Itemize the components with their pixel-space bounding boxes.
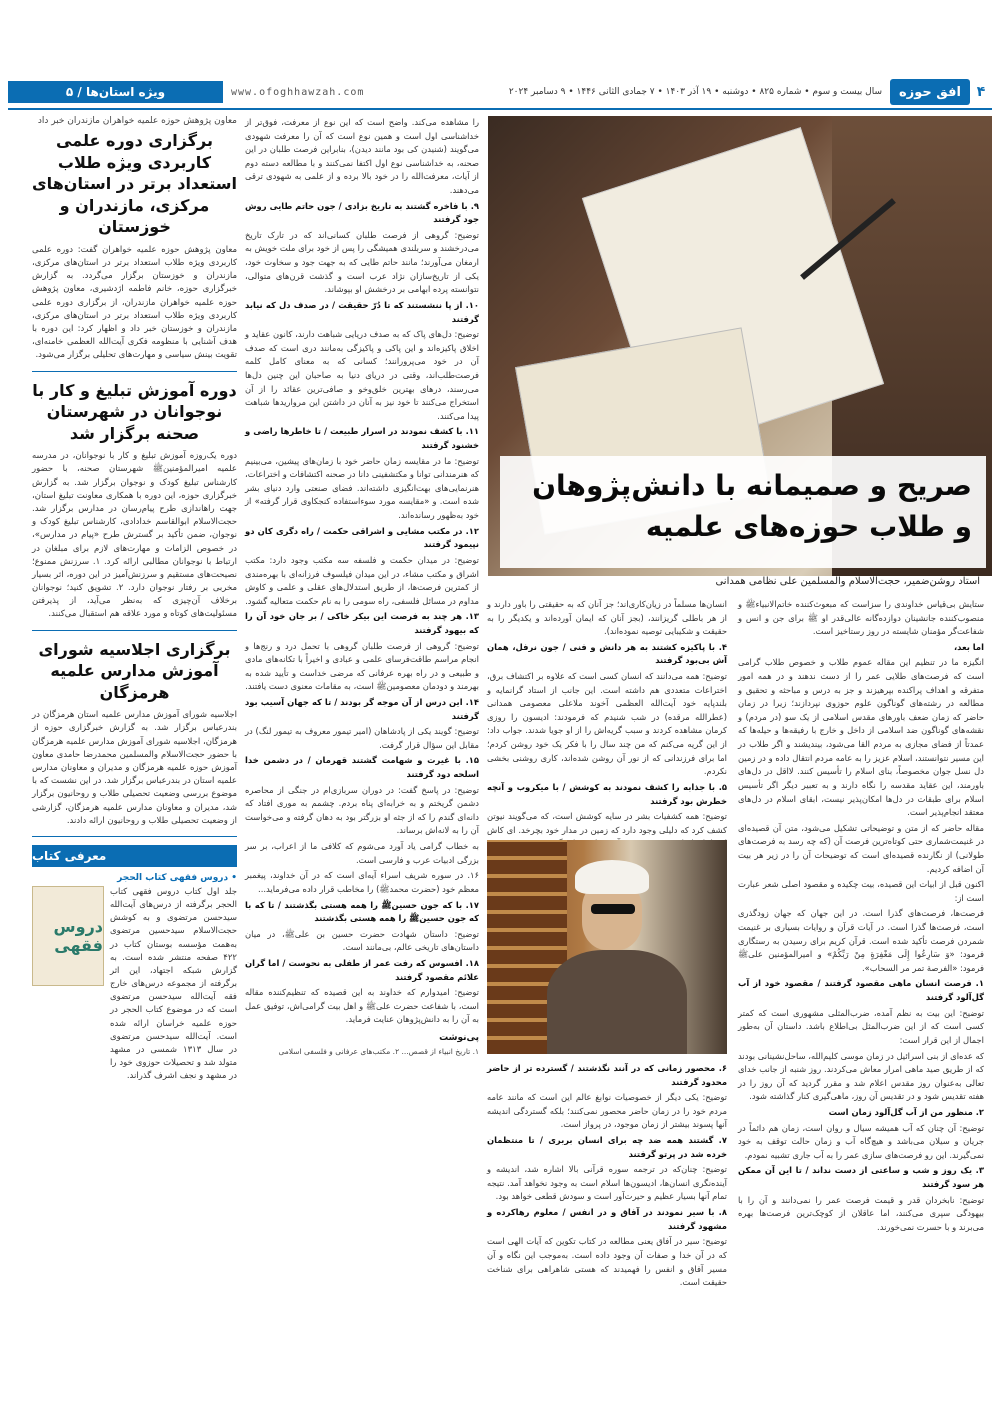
- paragraph: توضیح: همه کشفیات بشر در سایه کوشش است، که می‌گویند نیوتن کشف کرد که دلیلی وجود دارد که زمین در مدار خود بچرخد. ای کاش: [487, 811, 727, 835]
- verse: ۱. فرصت انسان ماهی مقصود گرفتند / مقصود خود از آب گل‌آلود گرفتند: [738, 978, 984, 1003]
- paragraph: ستایش بی‌قیاس خداوندی را سزاست که مبعوث‌کننده خاتم‌الانبیاءﷺ و منصوب‌کننده جانشینان دوازده‌گانه عالی‌قدر او ﷺ برای جن و انس و شفاعت‌گر مؤمنان شایسته در روز رستاخیز است.: [738, 599, 984, 637]
- story-text: معاون پژوهش حوزه علمیه خواهران گفت: دوره علمی کاربردی ویژه طلاب استعداد برتر در استان‌های مرکزی، مازندران و خوزستان برگزار می‌گردد. به گزارش خبرگزاری حوزه، خانم فاطمه اژدشیری، معاون پژوهش حوزه علمیه خواهران مازندران، از برگزاری دوره علمی کاربردی ویژه طلاب استعداد برتر در استان‌های مرکزی، مازندران و خوزستان خبر داد و اظهار کرد: این دوره با هدف آشنایی با منظومه فکری آیت‌الله العظمی خامنه‌ای، تقویت بینش سیاسی و مهارت‌های تحلیلی برگزار می‌شود.: [32, 244, 237, 361]
- verse: ۱۸. افسوس که رفت عمر از طفلی به نحوست / اما گران علائم مقصود گرفتند: [245, 957, 479, 982]
- page-header: [8, 78, 992, 106]
- paragraph: توضیح: گویند یکی از پادشاهان (امیر تیمور معروف به تیمور لنگ) در مقابل این سؤال قرار گرفت.: [245, 726, 479, 750]
- story-kicker: معاون پژوهش حوزه علمیه خواهران مازندران خبر داد: [37, 116, 237, 126]
- website-url[interactable]: www.ofoghhawzah.com: [231, 86, 365, 98]
- divider: [32, 836, 237, 837]
- article-column-middle-top: [487, 598, 727, 834]
- news-story: [32, 116, 237, 363]
- paragraph: فرصت‌ها، فرصت‌های گذرا است. در این جهان که جهان زودگذری است، فرصت‌ها گذرا است. در آیات قرآن و روایات بسیاری بر غنیمت شمردن فرصت تأکید شده است. قرآن کریم برای رسیدن به رستگاری فرمود: «وَ سَارِعُوا إِلَى مَغْفِرَةٍ مِنْ رَبِّكُمْ» و امیرالمؤمنین علیﷺ فرمود: «الفرصة تمر مر السحاب».: [738, 908, 984, 973]
- book-title[interactable]: • دروس فقهی کتاب الحجر: [117, 872, 237, 883]
- verse: ۱۳. هر چند به فرصت این بیکر خاکی / بر جان خود آن را که بیهود گرفتند: [245, 611, 479, 635]
- portrait-turban: [575, 860, 649, 894]
- header-divider: [8, 108, 992, 110]
- newspaper-logo: افق حوزه: [890, 79, 970, 105]
- verse: ۲. منظور من از آب گل‌آلود زمان است: [828, 1106, 984, 1117]
- verse: ۹. با فاخره گشتند به تاریخ بزادی / جون حاتم طایی روش جود گرفتند: [245, 200, 479, 225]
- paragraph: مقاله حاضر که از متن و توضیحاتی تشکیل می‌شود، متن آن قصیده‌ای در غنیمت‌شماری حتی کوتاه‌ترین فرصت آن (که چه رسد به فرصت‌های طولانی) از نگارنده قصیده‌ای است که توضیحات آن را در زیر هر بیت آن اضافه کردیم.: [738, 822, 984, 874]
- news-story: [32, 380, 237, 622]
- paragraph: توضیح: داستان شهادت حضرت حسین بن علیﷺ، در میان داستان‌های تاریخی عالم، بی‌مانند است.: [245, 928, 479, 953]
- headline-box: [500, 456, 986, 568]
- paragraph: ۱۶. در سوره شریف اسراء آیه‌ای است که در آن خداوند، پیغمبر معظم خود (حضرت محمدﷺ) را مخاطب قرار داده می‌فرماید...: [245, 870, 479, 894]
- paragraph: توضیح: این بیت به نظم آمده، ضرب‌المثلی مشهوری است که کمتر کسی است که از این ضرب‌المثل بی‌اطلاع باشد. داستان آن به‌طور اجمال از این قرار است:: [738, 1007, 984, 1045]
- paragraph: اما بعد،: [953, 641, 984, 652]
- portrait-glasses: [591, 904, 635, 914]
- article-column-right: [738, 598, 984, 1398]
- paragraph: به خطاب گرامی یاد آورد می‌شوم که کلافی ما از اعراب، بر سر بزرگی ادبیات عرب و فارسی است.: [245, 841, 479, 865]
- article-column-left: [245, 116, 479, 1416]
- verse: ۱۵. با غیرت و شهامت گشتند قهرمان / در دشمن خدا اسلحه دود گرفتند: [245, 755, 479, 780]
- paragraph: توضیح: یکی دیگر از خصوصیات نوابغ عالم این است که مانند عامه مردم خود را در زمان حاضر محصور نمی‌کنند؛ بلکه گستردگی اندیشه آنها پسوند بیشتر از زمان موجود، در پرواز است.: [487, 1092, 727, 1130]
- story-text: دوره یک‌روزه آموزش تبلیغ و کار با نوجوانان، در مدرسه علمیه امیرالمؤمنینﷺ شهرستان صحنه، با حضور کارشناس تبلیغ کودک و نوجوان برگزار شد. به گزارش خبرگزاری حوزه، این دوره با همکاری معاونت تبلیغ استان، جهت راهاندازی طرح پیام‌رسان در مدارس برگزار شد. حجت‌الاسلام ابوالقاسم خدادادی، کارشناس تبلیغ کودک و نوجوان، ضمن تأکید بر گسترش طرح «پیام در مدارس»، در خصوص الزامات و مهارت‌های لازم برای مبلغان در ارتباط با نوجوانان مطالبی ارائه کرد. ۱. سرزنش ممنوع؛ نصیحت‌های مستقیم و سرزنش‌آمیز در این دوره، اثر بسیار مخربی بر رفتار نوجوان دارد. ۲. تشویق کنید؛ نوجوانان برخلاف آن‌چیزی که به‌نظر می‌آید، از پذیرفتن مسئولیت‌های کوتاه و مورد علاقه هم استقبال می‌کنند.: [32, 451, 238, 620]
- portrait-robe: [547, 950, 687, 1054]
- paragraph: که عده‌ای از بنی اسرائیل در زمان موسی کلیم‌الله، ساحل‌نشینانی بودند که از طریق صید ماهی امرار معاش می‌کردند. روز شنبه از جانب خدای تعالی به‌عنوان روز مقدس اعلام شد و مقرر گردید که آن روز را در هفته تقدیس شود و در تقدیس آن روز، ماهی‌گیری کنار گذاشته شود.: [738, 1050, 984, 1102]
- verse: ۱۷. با که جون حسینﷺ را همه هستی بگذشتند / تا که با که جون حسینﷺ را همه هستی بگذشتند: [245, 899, 479, 924]
- divider: [32, 630, 237, 631]
- verse: ۸. با سیر نمودند در آفاق و در انفس / معلوم رهاکرده و مشهود گرفتند: [487, 1207, 727, 1231]
- footnotes-title: پی‌نوشت: [439, 1033, 479, 1043]
- story-title[interactable]: دوره آموزش تبلیغ و کار با نوجوانان در شهرستان صحنه برگزار شد: [32, 380, 237, 443]
- verse: ۱۲. در مکتب مشایی و اشراقی حکمت / راه دگری کان دو نپیمود گرفتند: [245, 525, 479, 550]
- paragraph: توضیح: همه می‌دانند که انسان کسی است که علاوه بر اکتشاف برق، اختراعات متعددی هم داشته است. این جانب از استاد گرانمایه و بلندپایه خود آیت‌الله العظمی آخوند ملاعلی معصومی همدانی (عطرالله مرقده) در شب شنیدم که فرمودند: ادیسون را روزی کرمان مشاهده کردند و سبب گریه‌اش را از او جویا شدند. جواب داد: از این گریه می‌کنم که من چند سال را با فکر یک خود روشن کردم؛ اما برای فرزندانی که از نور آن روشن شده‌اند، کاری روشنی بخشی نکردم.: [487, 671, 727, 777]
- divider: [32, 371, 237, 372]
- section-label: ویژه استان‌ها / ۵: [8, 81, 223, 103]
- paragraph: اکنون قبل از ابیات این قصیده، بیت چکیده و مقصود اصلی شعر عبارت است از:: [738, 879, 984, 903]
- paragraph: توضیح: گروهی از فرصت طلبان کسانی‌اند که در تارک تاریخ می‌درخشند و سربلندی همیشگی را پس از خود برای ملت خویش به ارمغان می‌آورند؛ مانند حاتم طایی که به جهت جود و سخاوت خود، یکی از تاریخ‌سازان نژاد عرب است و گذشت قرن‌های متوالی، نتوانسته پرده ابهامی بر درخشش او بپوشاند.: [245, 229, 479, 295]
- book-cover-image: دروس فقهی: [32, 886, 104, 986]
- book-intro: [32, 886, 237, 1084]
- paragraph: توضیح: آن چنان که آب همیشه سیال و روان است، زمان هم دائماً در جریان و سیلان می‌باشد و هیچ‌گاه آب و زمان حالت توقف به خود نمی‌گیرند. این رو فرصت‌های سازی عمر را به آب جاری تشبیه نمودم.: [738, 1122, 984, 1160]
- news-sidebar: [32, 116, 237, 1412]
- author-portrait: [487, 840, 727, 1054]
- paragraph: توضیح: چنان‌که در ترجمه سوره قرآنی بالا اشاره شد، اندیشه و آینده‌نگری انسان‌ها، ادیسون‌ها اسلام است به وجود نخواهد آمد. نتیجه تمام آنها بسیار عظیم و حیرت‌آور است و سودش قطعی خواهد بود.: [487, 1164, 727, 1202]
- verse: ۱۱. با کشف نمودند در اسرار طبیعت / تا خاطرها راضی و خشنود گرفتند: [245, 426, 479, 451]
- verse: ۱۴. این درس از آن موجه گر بودند / تا که جهان آسیب بود گرفتند: [245, 696, 479, 721]
- book-section-heading: معرفی کتاب: [32, 845, 237, 867]
- verse: ۱۰. از پا ننشستند که تا دُرّ حقیقت / در صدف دل که نیابد گرفتند: [245, 299, 479, 324]
- paragraph: توضیح: گروهی از فرصت طلبان گروهی با تحمل درد و رنج‌ها و انجام مراسم طاقت‌فرسای علمی و عبادی و اخیراً با تکانه‌های مادی و طبیعی و در راه بهره عرفانی که مرضی خداست و تأیید شده به بهرمند و دودمان معصومینﷺ است، به مقامات معنوی دست یافتند.: [245, 640, 479, 692]
- article-headline: صریح و صمیمانه با دانش‌پژوهان و طلاب حوزه‌های علمیه: [532, 469, 972, 543]
- verse: ۷. گشتند همه ضد چه برای انسان بربری / تا منتظمان خرده شد در پرتو گرفتند: [487, 1135, 727, 1159]
- book-text: جلد اول کتاب دروس فقهی کتاب الحجر برگرفته از درس‌های آیت‌الله سیدحسن مرتضوی و به کوشش حجت‌الاسلام سیدحسین مرتضوی به‌همت مؤسسه بوستان کتاب در ۴۲۲ صفحه منتشر شده است. به گزارش شبکه اجتهاد، این اثر برگرفته از مجموعه درس‌های خارج فقه آیت‌الله سیدحسن مرتضوی است که در موضوع کتاب الحجر در حوزه علمیه خراسان ارائه شده است. آیت‌الله سیدحسن مرتضوی در سال ۱۳۱۳ شمسی در مشهد متولد شد و تحصیلات حوزوی خود را در مشهد و نجف اشرف گذراند.: [110, 886, 237, 1082]
- paragraph: توضیح: در پاسخ گفت: در دوران سربازی‌ام در جنگی از محاصره دشمن گریختم و به خرابه‌ای پناه بردم. چشمم به موری افتاد که دانه‌ای گندم را که از جثه او بزرگتر بود به دهان گرفته و می‌خواست آن را به لانه‌اش برساند.: [245, 784, 479, 836]
- footnotes: ۱. تاریخ انبیاء از قصص... ۲. مکتب‌های عرفانی و فلسفی اسلامی: [278, 1046, 479, 1056]
- paragraph: انگیزه ما در تنظیم این مقاله عموم طلاب و خصوص طلاب گرامی است که فرصت‌های طلایی عمر را از دست ندهند و در همه امور متفرقه و اهداف پراکنده بپرهیزند و جز به درس و مباحثه و تحقیق و مطالعه در رشته‌های گوناگون علوم حوزوی نپردازند؛ زیرا در زمان حاضر که زمان ضعف باورهای مقدس اسلامی از یک سو (در مردم) و نقشه‌های گوناگون ضد اسلامی از داخل و خارج با رفیقه‌ها و حیله‌ها که عمدتاً از فضای مجازی به مردم القا می‌شود، بیندیشند و اگر طلاب در این مسیر نتوانستند، اسلام عزیز را به عامه مردم انتقال داده و در زمین دل نسل جوان مخصوصاً، بنای اسلام را تأسیس کنند. لااقل در دل‌های باورمند، این عقاید مقدسه را نگاه دارند و به تعبیر دیگر اگر تأسیس اسلام برای طبقات در دل‌ها امکان‌پذیر نیست، ابقای اسلام در دل‌های معتقد انجام‌پذیر است.: [738, 657, 984, 818]
- paragraph: توضیح: نابخردان قدر و قیمت فرصت عمر را نمی‌دانند و آن را با بیهودگی سپری می‌کنند، اما عاقلان از کوچک‌ترین فرصت‌ها بهره می‌برند و با حسرت نمی‌خورند.: [738, 1194, 984, 1232]
- page-number: ۴: [976, 84, 986, 100]
- issue-info: سال بیست و سوم • شماره ۸۲۵ • دوشنبه • ۱۹ آذر ۱۴۰۳ • ۷ جمادی الثانی ۱۴۴۶ • ۹ دسامبر ۲۰۲۴: [508, 87, 882, 97]
- news-story: [32, 639, 237, 828]
- paragraph: توضیح: در میدان حکمت و فلسفه سه مکتب وجود دارد: مکتب اشراق و مکتب مشاء، در این میدان فیلسوف فرزانه‌ای با بهره‌مندی از کمترین فرصت‌ها، از طریق استدلال‌های عقلی و علمی و کاوش مداوم در مسائل فلسفی، راه سومی را به نام حکمت متعالیه گشود.: [245, 554, 479, 606]
- paragraph: توضیح: امیدوارم که خداوند به این قصیده که تنظیم‌کننده مقاله است، با شفاعت حضرت علی‌ﷺ و اهل بیت گرامی‌اش، توفیق عمل به آن را به دانش‌پژوهان عنایت فرماید.: [245, 987, 479, 1025]
- story-title[interactable]: برگزاری اجلاسیه شورای آموزش مدارس علمیه هرمزگان: [38, 639, 231, 702]
- story-text: اجلاسیه شورای آموزش مدارس علمیه استان هرمزگان در بندرعباس برگزار شد. به گزارش خبرگزاری حوزه از هرمزگان، اجلاسیه شورای آموزش مدارس علمیه هرمزگان با حضور حجت‌الاسلام والمسلمین محمدرضا حامدی معاون آموزش حوزه علمیه هرمزگان و مدیران و معاونان مدارس علمیه استان در بندرعباس برگزار شد. در این نشست که با موضوع بررسی وضعیت تحصیلی طلاب و روحانیون برگزار شد، مدیران و معاونان مدارس علمیه هرمزگان، گزارشی از وضعیت تحصیلی طلاب و روحانیون ارائه دادند.: [32, 710, 237, 826]
- story-title[interactable]: برگزاری دوره علمی کاربردی ویژه طلاب استعداد برتر در استان‌های مرکزی، مازندران و خوزستان: [32, 131, 237, 237]
- verse: ۵. با جذابه را کشف نمودند به کوشش / با میکروب و آنچه خطرش بود گرفتند: [487, 781, 727, 806]
- verse: ۶. محصور زمانی که در آنند نگذشتند / گسترده تر از حاضر محدود گرفتند: [487, 1063, 727, 1087]
- verse: ۳. یک روز و شب و ساعتی از دست نداند / تا این آن ممکن هر سود گرفتند: [738, 1165, 984, 1189]
- paragraph: انسان‌ها مسلماً در زیان‌کاری‌اند؛ جز آنان که به حقیقتی را باور دارند و از هر باطلی گریزانند، (بجز آنان که ایمان آورده‌اند و یکدیگر را به حقیقت و شکیبایی توصیه نموده‌اند).: [487, 599, 727, 637]
- article-column-middle-bottom: [487, 1062, 727, 1398]
- paragraph: را مشاهده می‌کند. واضح است که این نوع از معرفت، فوق‌تر از خداشناسی اول است و همین نوع است که آن را معرفت شهودی می‌گویند (شنیدن کی بود مانند دیدن)، بنابراین فرصت طلبان در این صحنه، به خداشناسی نوع اول اکتفا نمی‌کنند و با مطالعه دسته دوم از آیات، معرفت‌الله را در خود بالا برده و از علمی به شهودی ترقی می‌دهند.: [245, 117, 479, 196]
- paragraph: توضیح: سیر در آفاق یعنی مطالعه در کتاب تکوین که آیات الهی است که در آن خدا و صفات آن وجود داده است. به‌موجب این نگاه و آن مسیر آفاق و انفس را فهمیدند که هستی شاهراهی برای شناخت حقیقت است.: [487, 1236, 727, 1288]
- verse: ۴. با پاکیزه کشتند به هر دانش و فنی / جون نرفل، همان آش بی‌بود گرفتند: [487, 641, 727, 666]
- paragraph: توضیح: دل‌های پاک که به صدف دریایی شباهت دارند، کانون عقاید و اخلاق پاکیزه‌اند و این پاکی و پاکیزگی به‌مانند دری است که صدف آن در خود می‌پرورانند؛ کسانی که به معنای کامل کلمه فرصت‌طلب‌اند، وقتی در دریای دنیا به صاحبان این چنین دل‌ها می‌رسند، درهای بهترین خلق‌وخو و صافی‌ترین عقائد را از آن استخراج می‌کنند تا خود نیز به آنان در داشتن این مرواریدها شباهت پیدا می‌کنند.: [245, 329, 479, 421]
- article-byline: استاد روشن‌ضمیر، حجت‌الاسلام والمسلمین علی نظامی همدانی: [715, 576, 980, 587]
- paragraph: توضیح: ما در مقایسه زمان حاضر خود با زمان‌های پیشین، می‌بینیم که هنرمندانی توانا و مکتشفینی دانا در صحنه اکتشافات و اختراعات، هنرنمایی‌های بهت‌انگیزی داشته‌اند. فضای صنعتی وارد دنیای بشر شده است. و «مقایسه مورد سوءاستفاده کنجکاوی قرار گرفته» از خود به‌ظهور رسانده‌اند.: [245, 455, 479, 521]
